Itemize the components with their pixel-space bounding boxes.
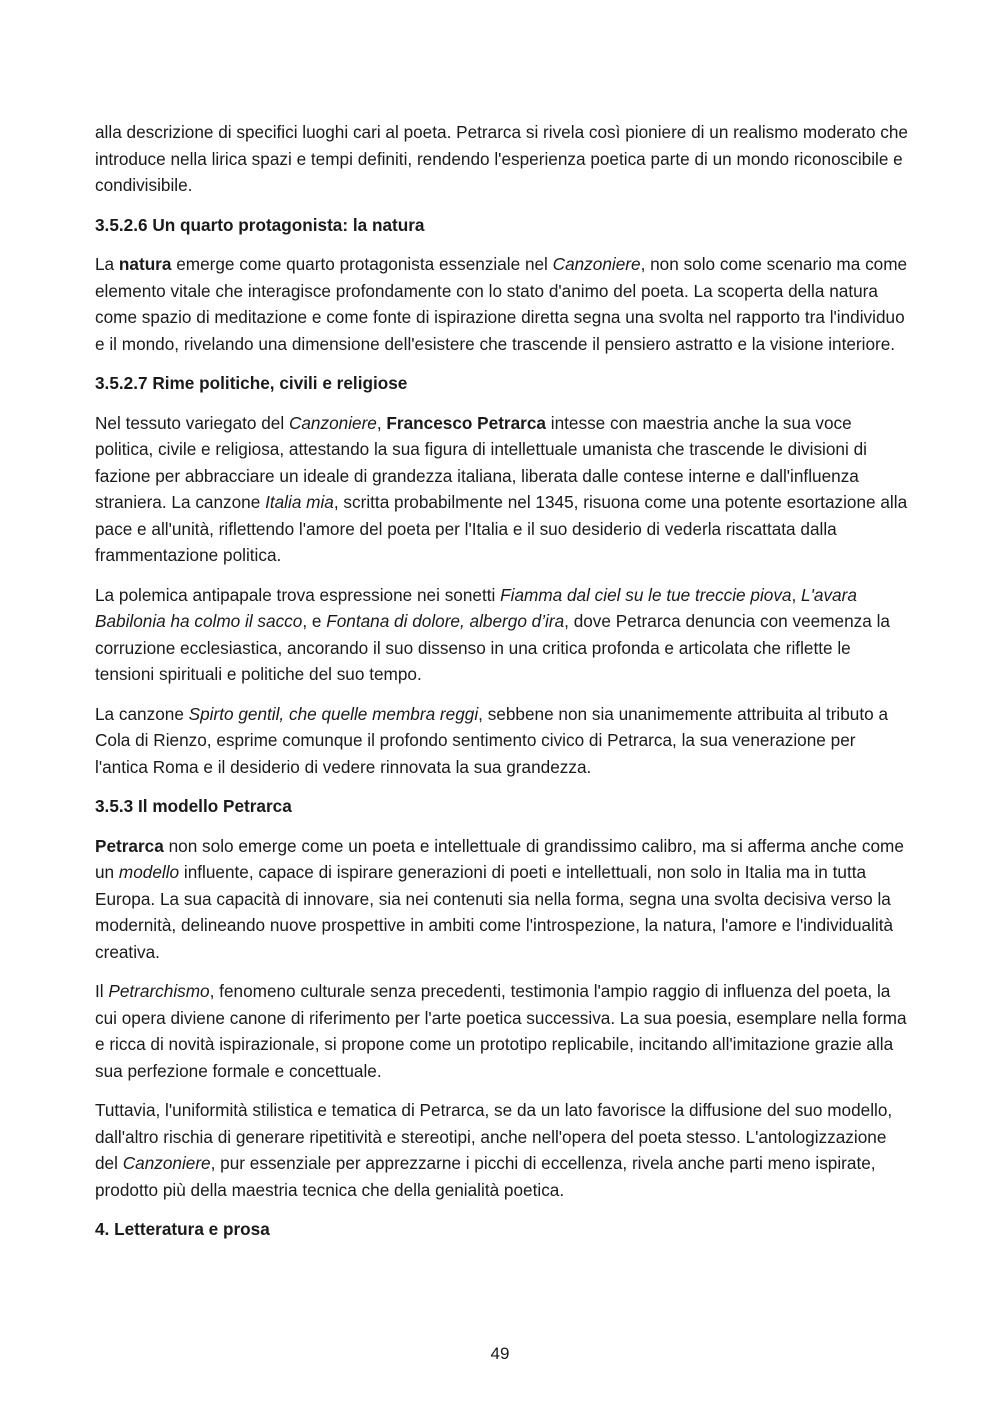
- italic-title: Fiamma dal ciel su le tue treccie piova: [500, 584, 792, 605]
- page-number: 49: [490, 1344, 510, 1363]
- italic-term: modello: [118, 862, 180, 882]
- bold-term: natura: [118, 254, 172, 274]
- model-paragraph-1: Petrarca non solo emerge come un poeta e intellettuale di grandissimo calibro, ma si afferma anche come un modello influente, capace di ispirare generazioni di poeti e intellettuali, non solo in Italia ma in tutta Europa. La sua capacità di innovare, sia nei contenuti sia nella forma, segna una svolta decisiva verso la modernità, delineando nuove prospettive in ambiti come l'introspezione, la natura, l'amore e l'individualità creativa.: [95, 835, 904, 962]
- political-paragraph-1: Nel tessuto variegato del Canzoniere, Francesco Petrarca intesse con maestria anche la sua voce politica, civile e religiosa, attestando la sua figura di intellettuale umanista che trascende le divisioni di fazione per abbracciare un ideale di grandezza italiana, liberata dalle contese interne e dall'influenza straniera. La canzone Italia mia, scritta probabilmente nel 1345, risuona come una potente esortazione alla pace e all'unità, riflettendo l'amore del poeta per l'Italia e il suo desiderio di vederla riscattata dalla frammentazione politica.: [95, 412, 908, 565]
- section-heading-4: 4. Letteratura e prosa: [95, 1219, 270, 1239]
- bold-term: Petrarca: [95, 835, 164, 856]
- intro-paragraph: alla descrizione di specifici luoghi cari al poeta. Petrarca si rivela così pioniere di un realismo moderato che introduce nella lirica spazi e tempi definiti, rendendo l'esperienza poetica parte di un mondo riconoscibile e condivisibile.: [95, 122, 908, 195]
- political-paragraph-2: La polemica antipapale trova espressione nei sonetti Fiamma dal ciel su le tue treccie piova, L'avara Babilonia ha colmo il sacco, e Fontana di dolore, albergo d’ira, dove Petrarca denuncia con veemenza la corruzione ecclesiastica, ancorando il suo dissenso in una critica profonda e articolata che riflette le tensioni spirituali e politiche del suo tempo.: [95, 584, 890, 684]
- bold-term: Francesco Petrarca: [386, 412, 546, 433]
- model-paragraph-3: Tuttavia, l'uniformità stilistica e tematica di Petrarca, se da un lato favorisce la diffusione del suo modello, dall'altro rischia di generare ripetitività e stereotipi, anche nell'opera del poeta stesso. L'antologizzazione del Canzoniere, pur essenziale per apprezzarne i picchi di eccellenza, rivela anche parti meno ispirate, prodotto più della maestria tecnica che della genialità poetica.: [95, 1100, 893, 1200]
- italic-title: Italia mia: [265, 492, 334, 512]
- italic-title: Canzoniere: [122, 1153, 211, 1173]
- italic-title: Canzoniere: [288, 412, 377, 433]
- italic-title: Spirto gentil, che quelle membra reggi: [188, 703, 479, 724]
- italic-title: L'avara Babilonia ha colmo il sacco: [95, 584, 857, 631]
- italic-title: Fontana di dolore, albergo d’ira: [326, 611, 565, 631]
- italic-title: Canzoniere: [552, 254, 641, 274]
- section-heading-3-5-2-6: 3.5.2.6 Un quarto protagonista: la natura: [95, 214, 425, 235]
- section-heading-3-5-2-7: 3.5.2.7 Rime politiche, civili e religiose: [95, 373, 408, 393]
- political-paragraph-3: La canzone Spirto gentil, che quelle membra reggi, sebbene non sia unanimemente attribuita al tributo a Cola di Rienzo, esprime comunque il profondo sentimento civico di Petrarca, la sua venerazione per l'antica Roma e il desiderio di vedere rinnovata la sua grandezza.: [95, 703, 889, 777]
- model-paragraph-2: Il Petrarchismo, fenomeno culturale senza precedenti, testimonia l'ampio raggio di influenza del poeta, la cui opera diviene canone di riferimento per l'arte poetica successiva. La sua poesia, esemplare nella forma e ricca di novità ispirazionale, si propone come un prototipo replicabile, incitando all'imitazione grazie alla sua perfezione formale e concettuale.: [95, 981, 907, 1081]
- italic-term: Petrarchismo: [108, 981, 210, 1001]
- section-heading-3-5-3: 3.5.3 Il modello Petrarca: [95, 796, 292, 816]
- page-body: [95, 119, 910, 1256]
- nature-paragraph: La natura emerge come quarto protagonista essenziale nel Canzoniere, non solo come scenario ma come elemento vitale che interagisce profondamente con lo stato d'animo del poeta. La scoperta della natura come spazio di meditazione e come fonte di ispirazione diretta segna una svolta nel rapporto tra l'individuo e il mondo, rivelando una dimensione dell'esistere che trascende il pensiero astratto e la visione interiore.: [95, 254, 908, 354]
